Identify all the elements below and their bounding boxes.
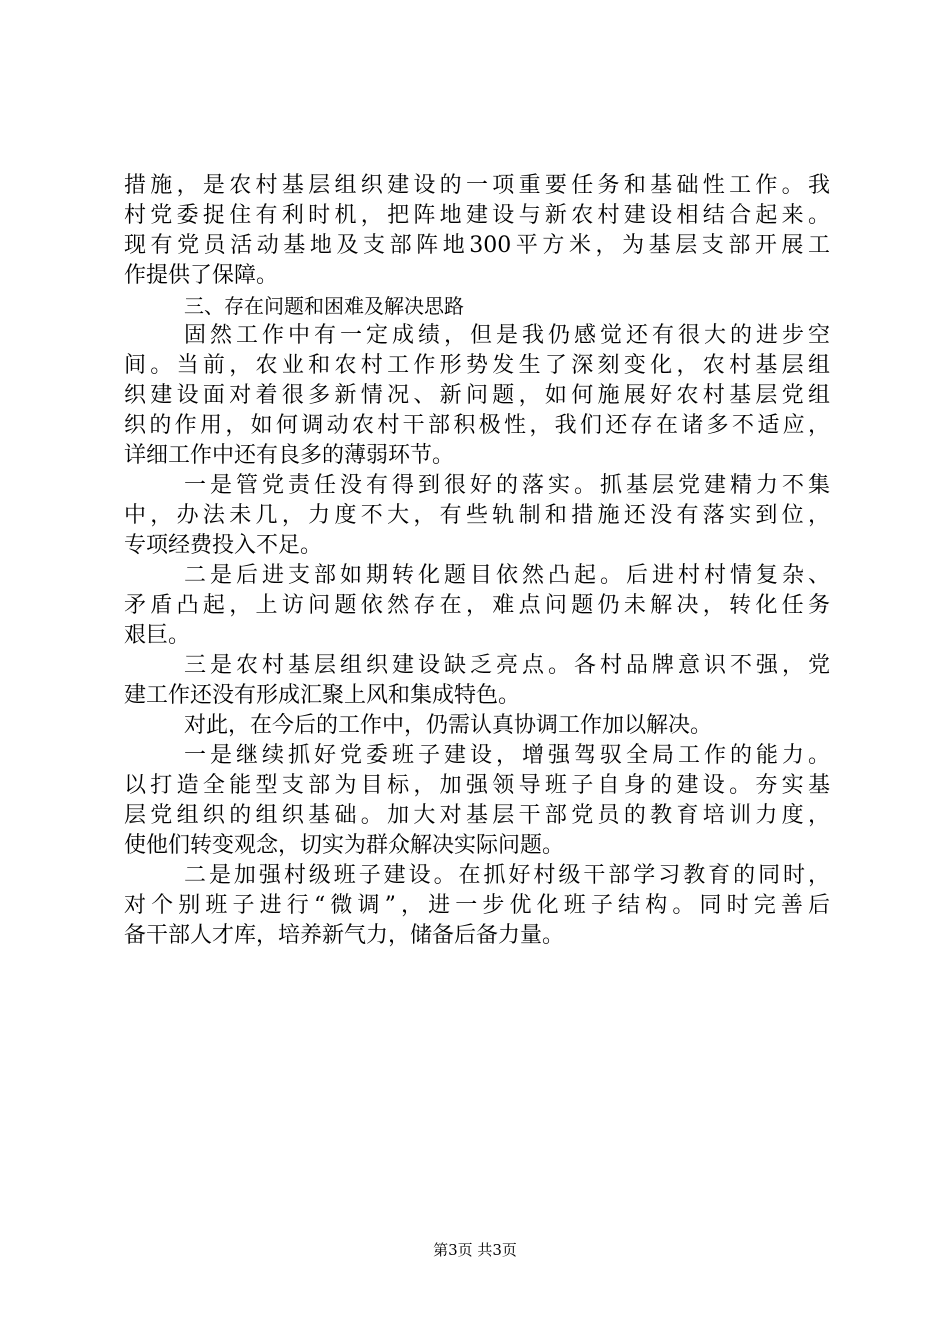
text-line: 织建设面对着很多新情况、新问题，如何施展好农村基层党组 (124, 383, 830, 408)
text-line: 对个别班子进行“微调”，进一步优化班子结构。同时完善后 (124, 893, 830, 918)
text-line: 详细工作中还有良多的薄弱环节。 (124, 443, 455, 468)
text-line: 措施，是农村基层组织建设的一项重要任务和基础性工作。我 (124, 173, 830, 198)
text-line: 织的作用，如何调动农村干部积极性，我们还存在诸多不适应， (124, 413, 830, 438)
text-line: 三是农村基层组织建设缺乏亮点。各村品牌意识不强，党 (184, 653, 830, 678)
text-line: 间。当前，农业和农村工作形势发生了深刻变化，农村基层组 (124, 353, 830, 378)
text-line: 一是管党责任没有得到很好的落实。抓基层党建精力不集 (184, 473, 830, 498)
text-line: 使他们转变观念，切实为群众解决实际问题。 (124, 833, 565, 858)
text-line: 建工作还没有形成汇聚上风和集成特色。 (124, 683, 521, 708)
section-heading: 三、存在问题和困难及解决思路 (184, 294, 464, 318)
text-line: 备干部人才库，培养新气力，储备后备力量。 (124, 923, 565, 948)
text-line: 二是后进支部如期转化题目依然凸起。后进村村情复杂、 (184, 563, 830, 588)
text-line: 以打造全能型支部为目标，加强领导班子自身的建设。夯实基 (124, 773, 830, 798)
text-line: 矛盾凸起，上访问题依然存在，难点问题仍未解决，转化任务 (124, 593, 830, 618)
text-line: 层党组织的组织基础。加大对基层干部党员的教育培训力度， (124, 803, 830, 828)
text-line: 对此，在今后的工作中，仍需认真协调工作加以解决。 (184, 713, 713, 738)
page-footer: 第3页 共3页 (433, 1241, 517, 1259)
text-line: 作提供了保障。 (124, 263, 279, 288)
text-line: 二是加强村级班子建设。在抓好村级干部学习教育的同时， (184, 863, 830, 888)
document-body (124, 171, 830, 951)
text-line: 固然工作中有一定成绩，但是我仍感觉还有很大的进步空 (184, 323, 830, 348)
text-line: 现有党员活动基地及支部阵地300平方米，为基层支部开展工 (124, 233, 830, 258)
text-line: 专项经费投入不足。 (124, 533, 323, 558)
text-line: 中，办法未几，力度不大，有些轨制和措施还没有落实到位， (124, 503, 830, 528)
text-line: 村党委捉住有利时机，把阵地建设与新农村建设相结合起来。 (124, 203, 830, 228)
text-line: 一是继续抓好党委班子建设，增强驾驭全局工作的能力。 (184, 743, 830, 768)
text-line: 艰巨。 (124, 623, 191, 648)
